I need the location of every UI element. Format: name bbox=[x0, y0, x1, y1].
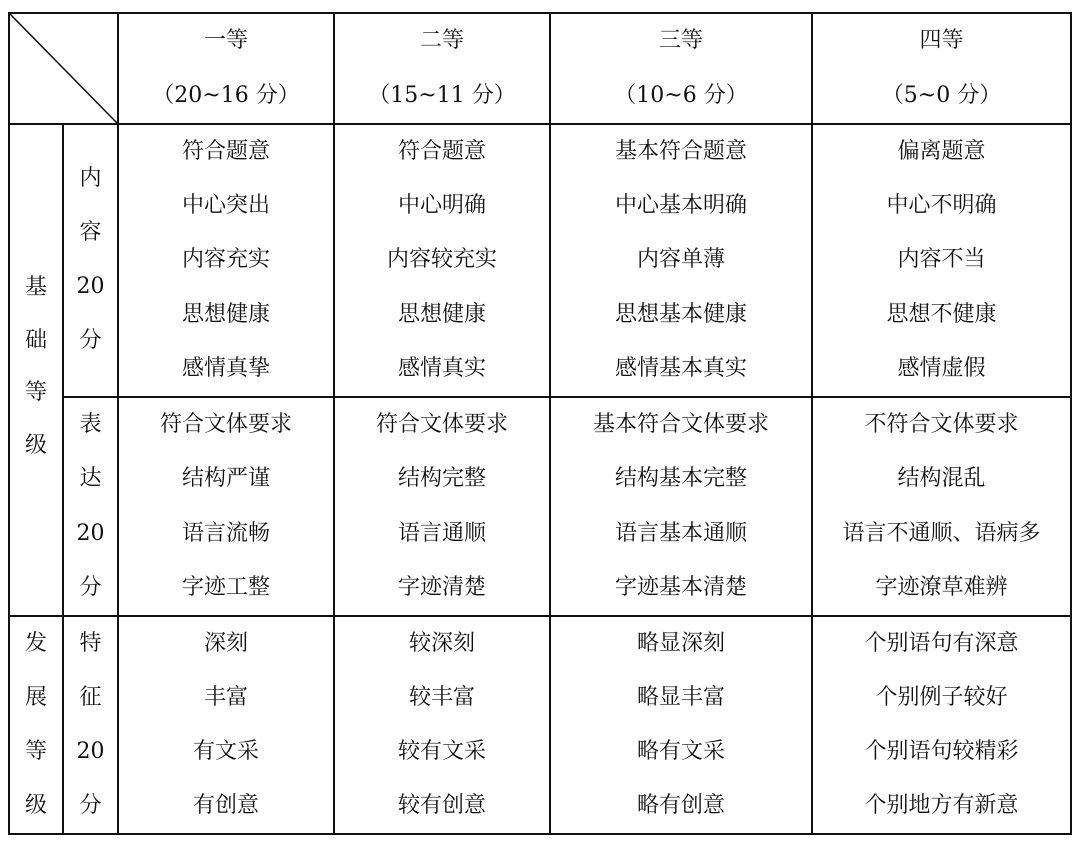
content-item: 基本符合题意 bbox=[614, 139, 747, 165]
content-item: 感情基本真实 bbox=[614, 355, 747, 381]
feature-item: 深刻 bbox=[203, 631, 248, 656]
content-cell-grade3 bbox=[551, 125, 811, 396]
content-item: 中心突出 bbox=[181, 193, 270, 219]
content-cell-grade2 bbox=[335, 125, 549, 396]
content-cell-grade1 bbox=[119, 125, 333, 396]
section-basic-char-4: 级 bbox=[24, 432, 47, 458]
feature-item: 个别地方有新意 bbox=[864, 793, 1019, 818]
feature-item: 略有创意 bbox=[636, 793, 725, 818]
expression-item: 符合文体要求 bbox=[159, 412, 292, 438]
feature-item: 较有创意 bbox=[397, 793, 486, 818]
feature-item: 较丰富 bbox=[408, 685, 475, 710]
content-item: 内容充实 bbox=[181, 247, 270, 273]
content-item: 思想不健康 bbox=[886, 301, 997, 327]
expression-cell-grade2 bbox=[335, 398, 549, 615]
feature-item: 略有文采 bbox=[636, 739, 725, 764]
expression-item: 符合文体要求 bbox=[375, 412, 508, 438]
content-item: 思想健康 bbox=[397, 301, 486, 327]
content-item: 感情真挚 bbox=[181, 355, 270, 381]
header-grade-3: 三等 bbox=[658, 28, 703, 54]
expression-cell-grade3 bbox=[551, 398, 811, 615]
content-item: 内容较充实 bbox=[386, 247, 497, 273]
section-basic-char-1: 基 bbox=[24, 275, 47, 301]
expression-cell-grade1 bbox=[119, 398, 333, 615]
feature-item: 略显深刻 bbox=[636, 631, 725, 656]
content-item: 中心明确 bbox=[397, 193, 486, 219]
section-develop-char-3: 等 bbox=[24, 739, 47, 764]
expression-item: 语言通顺 bbox=[397, 520, 486, 546]
content-item: 符合题意 bbox=[181, 139, 270, 165]
subsection-label-feature bbox=[64, 617, 117, 833]
header-score-2: （15~11 分） bbox=[368, 82, 516, 108]
sub-feature-char-3: 20 bbox=[76, 739, 105, 764]
sub-expression-char-1: 表 bbox=[79, 412, 102, 438]
sub-feature-char-2: 征 bbox=[79, 685, 102, 710]
expression-item: 字迹基本清楚 bbox=[614, 574, 747, 600]
expression-item: 结构完整 bbox=[397, 466, 486, 492]
sub-expression-char-2: 达 bbox=[79, 466, 102, 492]
feature-item: 个别例子较好 bbox=[875, 685, 1008, 710]
subsection-label-content bbox=[64, 152, 117, 368]
content-item: 中心不明确 bbox=[886, 193, 997, 219]
header-score-4: （5~0 分） bbox=[881, 82, 1002, 108]
border-bottom bbox=[8, 833, 1072, 835]
header-cell-1 bbox=[119, 14, 333, 123]
expression-item: 字迹潦草难辨 bbox=[875, 574, 1008, 600]
feature-item: 丰富 bbox=[203, 685, 248, 710]
header-score-3: （10~6 分） bbox=[614, 82, 748, 108]
section-develop-char-4: 级 bbox=[24, 793, 47, 818]
expression-item: 字迹工整 bbox=[181, 574, 270, 600]
header-cell-2 bbox=[335, 14, 549, 123]
header-grade-1: 一等 bbox=[203, 28, 248, 54]
content-item: 内容单薄 bbox=[636, 247, 725, 273]
feature-cell-grade1 bbox=[119, 617, 333, 833]
expression-cell-grade4 bbox=[813, 398, 1070, 615]
expression-item: 语言基本通顺 bbox=[614, 520, 747, 546]
section-label-develop bbox=[10, 617, 62, 833]
feature-cell-grade2 bbox=[335, 617, 549, 833]
content-item: 偏离题意 bbox=[897, 139, 986, 165]
border-right bbox=[1070, 12, 1072, 835]
sub-content-char-3: 20 bbox=[76, 274, 105, 299]
sub-feature-char-1: 特 bbox=[79, 631, 102, 656]
expression-item: 结构严谨 bbox=[181, 466, 270, 492]
expression-item: 语言流畅 bbox=[181, 520, 270, 546]
expression-item: 结构混乱 bbox=[897, 466, 986, 492]
section-basic-char-3: 等 bbox=[24, 380, 47, 406]
expression-item: 不符合文体要求 bbox=[864, 412, 1019, 438]
feature-item: 有文采 bbox=[192, 739, 259, 764]
feature-item: 略显丰富 bbox=[636, 685, 725, 710]
header-cell-4 bbox=[813, 14, 1070, 123]
subsection-label-expression bbox=[64, 398, 117, 615]
corner-diagonal bbox=[8, 12, 119, 125]
header-grade-4: 四等 bbox=[919, 28, 964, 54]
content-item: 内容不当 bbox=[897, 247, 986, 273]
content-cell-grade4 bbox=[813, 125, 1070, 396]
content-item: 中心基本明确 bbox=[614, 193, 747, 219]
sub-feature-char-4: 分 bbox=[79, 793, 102, 818]
content-item: 思想健康 bbox=[181, 301, 270, 327]
content-item: 思想基本健康 bbox=[614, 301, 747, 327]
feature-cell-grade3 bbox=[551, 617, 811, 833]
feature-item: 个别语句有深意 bbox=[864, 631, 1019, 656]
feature-cell-grade4 bbox=[813, 617, 1070, 833]
section-develop-char-1: 发 bbox=[24, 631, 47, 656]
sub-expression-char-3: 20 bbox=[76, 520, 105, 546]
sub-content-char-2: 容 bbox=[79, 220, 102, 245]
sub-expression-char-4: 分 bbox=[79, 574, 102, 600]
sub-content-char-1: 内 bbox=[79, 166, 102, 191]
expression-item: 结构基本完整 bbox=[614, 466, 747, 492]
feature-item: 较深刻 bbox=[408, 631, 475, 656]
expression-item: 基本符合文体要求 bbox=[592, 412, 769, 438]
expression-item: 字迹清楚 bbox=[397, 574, 486, 600]
section-label-basic bbox=[10, 262, 62, 472]
section-basic-char-2: 础 bbox=[24, 327, 47, 353]
header-cell-3 bbox=[551, 14, 811, 123]
header-grade-2: 二等 bbox=[419, 28, 464, 54]
content-item: 感情虚假 bbox=[897, 355, 986, 381]
feature-item: 个别语句较精彩 bbox=[864, 739, 1019, 764]
section-develop-char-2: 展 bbox=[24, 685, 47, 710]
content-item: 感情真实 bbox=[397, 355, 486, 381]
header-score-1: （20~16 分） bbox=[152, 82, 300, 108]
feature-item: 有创意 bbox=[192, 793, 259, 818]
content-item: 符合题意 bbox=[397, 139, 486, 165]
feature-item: 较有文采 bbox=[397, 739, 486, 764]
sub-content-char-4: 分 bbox=[79, 328, 102, 353]
expression-item: 语言不通顺、语病多 bbox=[842, 520, 1041, 546]
